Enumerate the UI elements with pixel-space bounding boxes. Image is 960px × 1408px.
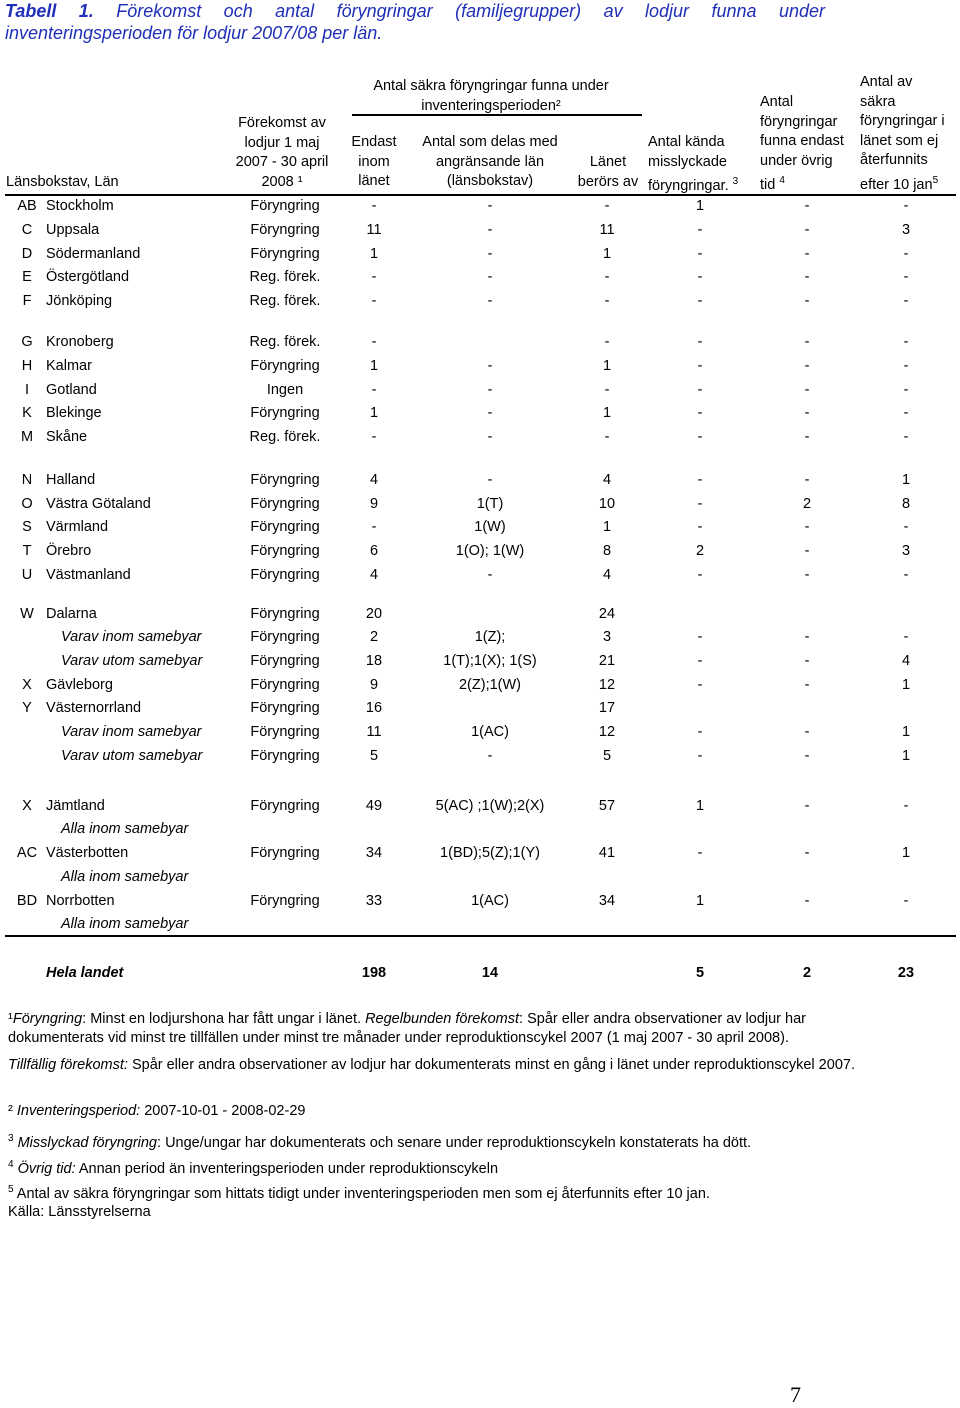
row-forekomst: Föryngring — [250, 519, 320, 535]
row-endast: 1 — [369, 246, 379, 262]
row-misslyckade: - — [697, 677, 703, 693]
row-code: E — [22, 269, 32, 285]
row-aterfunnits: - — [903, 519, 909, 535]
footnote-5: $^5$ Antal av säkra föryngringar som hittats tidigt under inventeringsperioden men som ej återfunnits efter 10 jan. — [8, 1184, 710, 1202]
row-delas: - — [487, 405, 493, 421]
row-name: Blekinge — [46, 405, 102, 421]
row-forekomst: Föryngring — [250, 405, 320, 421]
row-code: T — [22, 543, 32, 559]
row-misslyckade: - — [697, 358, 703, 374]
row-aterfunnits: 3 — [901, 543, 911, 559]
row-name: Uppsala — [46, 222, 100, 238]
row-code: Y — [22, 700, 32, 716]
row-ovrig: 2 — [802, 496, 812, 512]
row-delas: 1(AC) — [471, 724, 509, 740]
table-bottom-rule — [5, 935, 956, 937]
row-berors: 1 — [602, 519, 612, 535]
row-delas: - — [487, 472, 493, 488]
row-aterfunnits: 1 — [901, 748, 911, 764]
row-name: Västmanland — [46, 567, 131, 583]
total-aterfunnits: 23 — [897, 965, 915, 981]
row-misslyckade: 2 — [695, 543, 705, 559]
row-name: Alla inom samebyar — [61, 916, 189, 932]
row-forekomst: Reg. förek. — [249, 429, 321, 445]
row-ovrig: - — [804, 472, 810, 488]
row-misslyckade: - — [697, 567, 703, 583]
row-endast: 18 — [365, 653, 383, 669]
row-berors: 21 — [598, 653, 616, 669]
row-code: H — [21, 358, 33, 374]
row-code: AC — [16, 845, 38, 861]
row-misslyckade: 1 — [695, 893, 705, 909]
row-misslyckade: - — [697, 653, 703, 669]
row-name: Varav utom samebyar — [61, 653, 203, 669]
header-berors: Länet berörs av — [577, 154, 639, 190]
row-aterfunnits: - — [903, 567, 909, 583]
row-forekomst: Reg. förek. — [249, 334, 321, 350]
row-code: AB — [17, 198, 37, 214]
row-endast: 4 — [369, 567, 379, 583]
row-ovrig: - — [804, 798, 810, 814]
row-ovrig: - — [804, 334, 810, 350]
row-forekomst: Föryngring — [250, 222, 320, 238]
row-misslyckade: - — [697, 724, 703, 740]
row-berors: 1 — [602, 405, 612, 421]
row-aterfunnits: - — [903, 334, 909, 350]
row-delas: - — [487, 567, 493, 583]
header-delas: Antal som delas med angränsande län (länsbokstav) — [422, 134, 558, 189]
row-aterfunnits: 4 — [901, 653, 911, 669]
row-code: M — [20, 429, 34, 445]
row-name: Skåne — [46, 429, 88, 445]
row-ovrig: - — [804, 358, 810, 374]
row-berors: 11 — [599, 222, 615, 238]
row-misslyckade: - — [697, 222, 703, 238]
row-delas: 1(T);1(X); 1(S) — [443, 653, 537, 669]
row-name: Norrbotten — [46, 893, 115, 909]
table-title — [5, 0, 825, 22]
header-group-underline — [352, 114, 642, 116]
row-code: K — [22, 405, 32, 421]
row-aterfunnits: - — [903, 405, 909, 421]
row-misslyckade: - — [697, 519, 703, 535]
row-berors: - — [604, 382, 610, 398]
row-ovrig: - — [804, 724, 810, 740]
row-ovrig: - — [804, 429, 810, 445]
row-forekomst: Föryngring — [250, 543, 320, 559]
row-endast: 11 — [366, 724, 382, 740]
row-misslyckade: 1 — [695, 198, 705, 214]
row-delas: - — [487, 222, 493, 238]
row-ovrig: - — [804, 677, 810, 693]
row-misslyckade: - — [697, 246, 703, 262]
row-name: Varav utom samebyar — [61, 748, 203, 764]
source-note: Källa: Länsstyrelserna — [8, 1204, 151, 1220]
row-forekomst: Föryngring — [250, 893, 320, 909]
page-number: 7 — [790, 1382, 801, 1407]
row-misslyckade: - — [697, 845, 703, 861]
row-berors: 10 — [598, 496, 616, 512]
row-berors: - — [604, 293, 610, 309]
row-ovrig: - — [804, 246, 810, 262]
row-forekomst: Föryngring — [250, 629, 320, 645]
row-endast: 34 — [365, 845, 383, 861]
row-name: Kalmar — [46, 358, 92, 374]
row-ovrig: - — [804, 519, 810, 535]
row-misslyckade: - — [697, 405, 703, 421]
footnote-1: ¹Föryngring: Minst en lodjurshona har fått ungar i länet. Regelbunden förekomst: Spår eller andra observationer av lodjur har dokumenterats vid minst tre tillfällen under minst tre månader under reproduktionscykel 2007 (1 maj 2007 - 30 april 2008). — [8, 1011, 806, 1046]
row-forekomst: Föryngring — [250, 653, 320, 669]
row-forekomst: Föryngring — [250, 677, 320, 693]
row-endast: 1 — [369, 358, 379, 374]
row-berors: 24 — [598, 606, 616, 622]
row-name: Varav inom samebyar — [61, 724, 202, 740]
row-misslyckade: - — [697, 629, 703, 645]
row-code: N — [21, 472, 33, 488]
row-aterfunnits: - — [903, 629, 909, 645]
row-ovrig: - — [804, 405, 810, 421]
row-ovrig: - — [804, 543, 810, 559]
row-misslyckade: - — [697, 748, 703, 764]
header-rule — [5, 194, 956, 196]
row-forekomst: Föryngring — [250, 472, 320, 488]
header-lan: Länsbokstav, Län — [6, 174, 119, 190]
row-endast: - — [371, 198, 377, 214]
row-berors: 12 — [598, 724, 616, 740]
row-forekomst: Reg. förek. — [249, 293, 321, 309]
row-misslyckade: - — [697, 496, 703, 512]
row-berors: 4 — [602, 472, 612, 488]
header-forekomst: Förekomst av lodjur 1 maj 2007 - 30 april 2008 ¹ — [235, 115, 329, 190]
row-name: Jönköping — [46, 293, 113, 309]
row-endast: - — [371, 429, 377, 445]
row-endast: - — [371, 382, 377, 398]
total-label: Hela landet — [46, 965, 124, 981]
row-forekomst: Föryngring — [250, 724, 320, 740]
row-name: Kronoberg — [46, 334, 114, 350]
row-delas: 2(Z);1(W) — [458, 677, 521, 693]
row-endast: 9 — [369, 496, 379, 512]
row-aterfunnits: - — [903, 893, 909, 909]
row-code: I — [24, 382, 30, 398]
row-berors: - — [604, 269, 610, 285]
row-aterfunnits: - — [903, 198, 909, 214]
row-delas: 1(BD);5(Z);1(Y) — [440, 845, 540, 861]
row-endast: 1 — [369, 405, 379, 421]
row-forekomst: Reg. förek. — [249, 269, 321, 285]
row-code: BD — [16, 893, 38, 909]
row-aterfunnits: - — [903, 358, 909, 374]
row-name: Gävleborg — [46, 677, 113, 693]
row-berors: 57 — [598, 798, 616, 814]
row-aterfunnits: 1 — [901, 724, 911, 740]
row-code: X — [22, 798, 32, 814]
row-berors: - — [604, 429, 610, 445]
row-delas: - — [487, 198, 493, 214]
row-code: F — [22, 293, 32, 309]
row-endast: 33 — [365, 893, 383, 909]
row-berors: 8 — [602, 543, 612, 559]
row-name: Halland — [46, 472, 96, 488]
total-delas: 14 — [481, 965, 499, 981]
table-title-line1: Förekomst och antal föryngringar (familjegrupper) av lodjur funna under — [116, 1, 825, 21]
row-code: D — [21, 246, 33, 262]
row-endast: - — [371, 519, 377, 535]
row-misslyckade: - — [697, 382, 703, 398]
row-endast: 6 — [369, 543, 379, 559]
row-ovrig: - — [804, 567, 810, 583]
row-forekomst: Föryngring — [250, 496, 320, 512]
row-endast: 20 — [365, 606, 383, 622]
row-name: Gotland — [46, 382, 97, 398]
row-misslyckade: - — [697, 429, 703, 445]
row-ovrig: - — [804, 269, 810, 285]
row-delas: 1(T) — [476, 496, 504, 512]
row-name: Södermanland — [46, 246, 141, 262]
row-name: Jämtland — [46, 798, 105, 814]
row-delas: - — [487, 293, 493, 309]
row-name: Dalarna — [46, 606, 97, 622]
total-endast: 198 — [361, 965, 387, 981]
row-name: Västra Götaland — [46, 496, 151, 512]
row-forekomst: Föryngring — [250, 358, 320, 374]
row-aterfunnits: - — [903, 429, 909, 445]
row-code: W — [20, 606, 34, 622]
row-name: Västernorrland — [46, 700, 142, 716]
total-ovrig: 2 — [802, 965, 812, 981]
row-name: Västerbotten — [46, 845, 129, 861]
total-misslyckade: 5 — [695, 965, 705, 981]
header-group: Antal säkra föryngringar funna under inventeringsperioden² — [373, 78, 609, 114]
row-misslyckade: - — [697, 472, 703, 488]
row-aterfunnits: - — [903, 269, 909, 285]
row-misslyckade: 1 — [695, 798, 705, 814]
row-forekomst: Föryngring — [250, 198, 320, 214]
row-name: Örebro — [46, 543, 92, 559]
row-code: O — [21, 496, 33, 512]
row-forekomst: Föryngring — [250, 246, 320, 262]
row-ovrig: - — [804, 222, 810, 238]
row-forekomst: Föryngring — [250, 845, 320, 861]
row-berors: 5 — [602, 748, 612, 764]
row-aterfunnits: - — [903, 246, 909, 262]
row-berors: 12 — [598, 677, 616, 693]
row-ovrig: - — [804, 629, 810, 645]
row-name: Östergötland — [46, 269, 130, 285]
row-delas: 1(AC) — [471, 893, 509, 909]
row-forekomst: Föryngring — [250, 606, 320, 622]
row-endast: - — [371, 293, 377, 309]
row-endast: 49 — [365, 798, 383, 814]
row-ovrig: - — [804, 198, 810, 214]
row-ovrig: - — [804, 382, 810, 398]
row-code: X — [22, 677, 32, 693]
row-endast: 11 — [366, 222, 382, 238]
row-ovrig: - — [804, 845, 810, 861]
row-name: Alla inom samebyar — [61, 821, 189, 837]
row-misslyckade: - — [697, 293, 703, 309]
header-endast: Endast inom länet — [351, 134, 397, 189]
row-berors: - — [604, 334, 610, 350]
row-delas: 5(AC) ;1(W);2(X) — [435, 798, 545, 814]
row-delas: 1(O); 1(W) — [455, 543, 525, 559]
row-code: G — [21, 334, 33, 350]
row-forekomst: Föryngring — [250, 700, 320, 716]
row-delas: - — [487, 358, 493, 374]
row-berors: 34 — [598, 893, 616, 909]
row-endast: 4 — [369, 472, 379, 488]
row-endast: 9 — [369, 677, 379, 693]
row-forekomst: Föryngring — [250, 748, 320, 764]
row-delas: 1(Z); — [474, 629, 506, 645]
row-endast: 16 — [365, 700, 383, 716]
row-misslyckade: - — [697, 269, 703, 285]
footnote-2: ² Inventeringsperiod: 2007-10-01 - 2008-02-29 — [8, 1103, 306, 1119]
row-berors: 1 — [602, 358, 612, 374]
footnote-4: $^4$ Övrig tid: Annan period än inventeringsperioden under reproduktionscykeln — [8, 1159, 499, 1177]
row-berors: 4 — [602, 567, 612, 583]
row-ovrig: - — [804, 748, 810, 764]
header-aterfunnits: Antal av säkra föryngringar i länet som ej återfunnits efter 10 jan$^5$ — [860, 74, 945, 193]
header-misslyckade: Antal kända misslyckade föryngringar. $^3$ — [648, 134, 739, 194]
row-forekomst: Ingen — [266, 382, 304, 398]
row-forekomst: Föryngring — [250, 567, 320, 583]
table-title-line2: inventeringsperioden för lodjur 2007/08 per län. — [5, 23, 383, 43]
row-delas: - — [487, 269, 493, 285]
row-delas: - — [487, 748, 493, 764]
row-aterfunnits: - — [903, 293, 909, 309]
row-aterfunnits: 3 — [901, 222, 911, 238]
row-delas: 1(W) — [474, 519, 506, 535]
row-berors: - — [604, 198, 610, 214]
row-endast: 2 — [369, 629, 379, 645]
row-code: U — [21, 567, 33, 583]
header-ovrig: Antal föryngringar funna endast under övrig tid $^4$ — [760, 94, 844, 193]
row-name: Stockholm — [46, 198, 114, 214]
row-delas: - — [487, 429, 493, 445]
row-ovrig: - — [804, 293, 810, 309]
row-delas: - — [487, 246, 493, 262]
table-label: Tabell 1. — [5, 1, 94, 21]
row-code: C — [21, 222, 33, 238]
row-name: Varav inom samebyar — [61, 629, 202, 645]
row-misslyckade: - — [697, 334, 703, 350]
row-endast: - — [371, 269, 377, 285]
row-aterfunnits: - — [903, 798, 909, 814]
row-berors: 41 — [598, 845, 616, 861]
row-name: Värmland — [46, 519, 109, 535]
row-endast: 5 — [369, 748, 379, 764]
row-name: Alla inom samebyar — [61, 869, 189, 885]
row-berors: 1 — [602, 246, 612, 262]
row-delas: - — [487, 382, 493, 398]
footnote-3: $^3$ Misslyckad föryngring: Unge/ungar har dokumenterats och senare under reproduktionscykeln konstaterats ha dött. — [8, 1133, 752, 1151]
row-ovrig: - — [804, 893, 810, 909]
row-aterfunnits: 1 — [901, 845, 911, 861]
footnote-1b: Tillfällig förekomst: Spår eller andra observationer av lodjur har dokumenterats minst en gång i länet under reproduktionscykel 2007. — [8, 1057, 855, 1073]
row-berors: 17 — [598, 700, 616, 716]
row-aterfunnits: 8 — [901, 496, 911, 512]
row-code: S — [22, 519, 32, 535]
row-aterfunnits: 1 — [901, 472, 911, 488]
row-endast: - — [371, 334, 377, 350]
row-ovrig: - — [804, 653, 810, 669]
row-forekomst: Föryngring — [250, 798, 320, 814]
row-aterfunnits: 1 — [901, 677, 911, 693]
row-berors: 3 — [602, 629, 612, 645]
row-aterfunnits: - — [903, 382, 909, 398]
